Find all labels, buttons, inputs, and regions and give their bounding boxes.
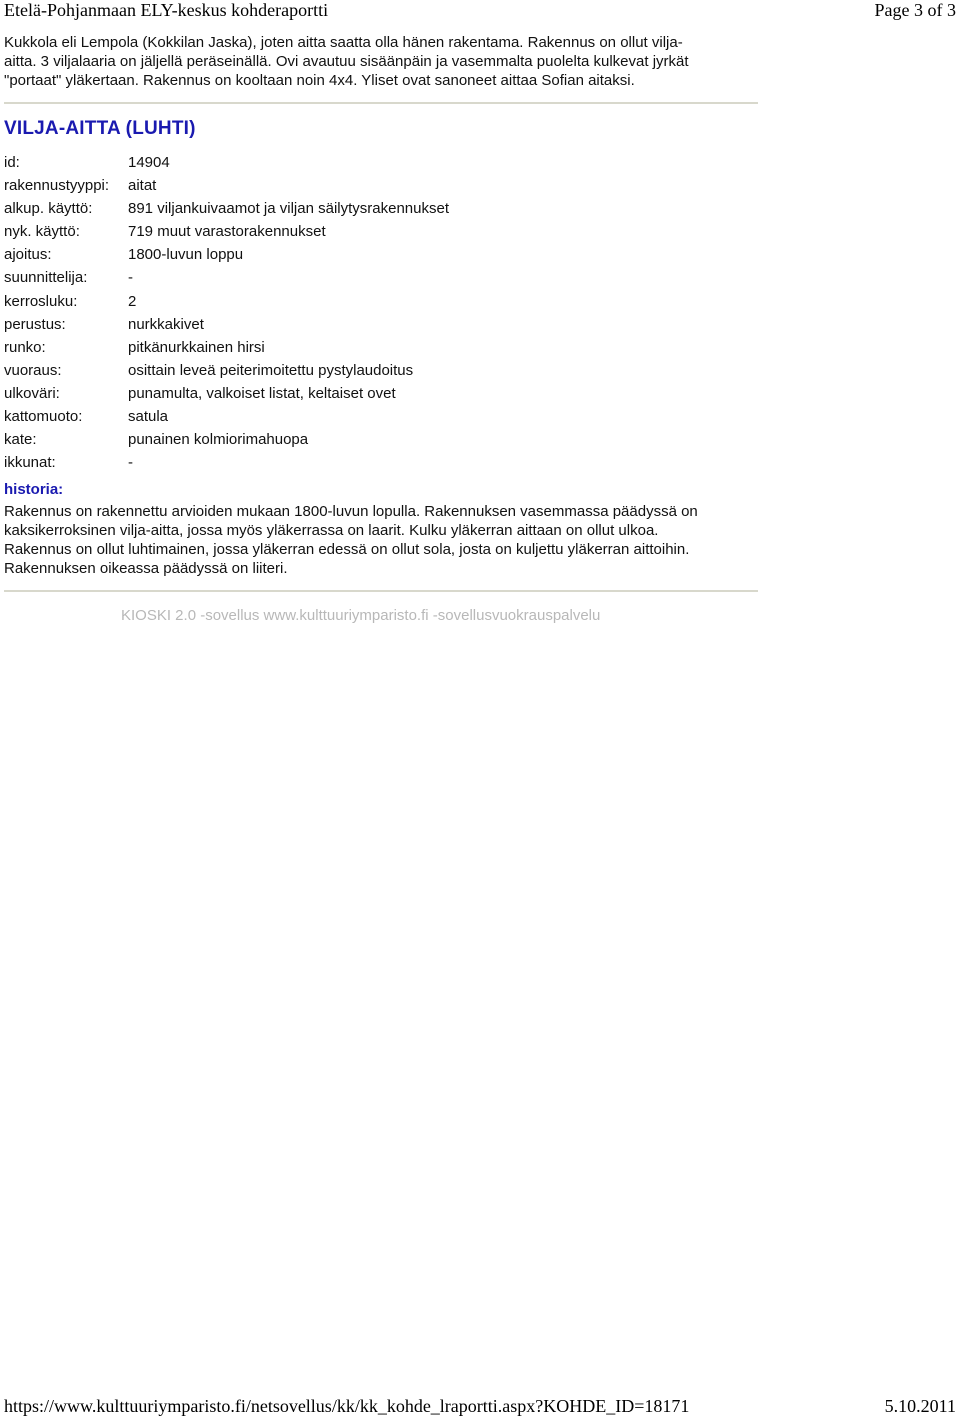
field-value: osittain leveä peiterimoitettu pystylaudoitus	[128, 361, 414, 379]
history-line: kaksikerroksinen vilja-aitta, jossa myös yläkerrassa on laarit. Kulku yläkerran aittaan on ollut ulkoa.	[4, 522, 659, 539]
field-value: pitkänurkkainen hirsi	[128, 338, 265, 356]
field-kate	[4, 428, 764, 451]
field-value: punainen kolmiorimahuopa	[128, 431, 309, 449]
footer-date: 5.10.2011	[884, 1396, 956, 1416]
field-vuoraus	[4, 359, 764, 382]
field-value: aitat	[128, 177, 157, 195]
history-text	[4, 502, 764, 578]
divider	[4, 102, 758, 104]
field-label: rakennustyyppi:	[4, 177, 110, 195]
field-label: kate:	[4, 431, 37, 449]
field-perustus	[4, 313, 764, 336]
field-id	[4, 151, 764, 174]
history-heading: historia:	[4, 481, 64, 498]
intro-line: aitta. 3 viljalaaria on jäljellä peräseinällä. Ovi avautuu sisäänpäin ja vasemmalta puolelta kulkevat jyrkät	[4, 53, 689, 70]
divider	[4, 590, 758, 592]
intro-line: Kukkola eli Lempola (Kokkilan Jaska), joten aitta saatta olla hänen rakentama. Rakennus on ollut vilja-	[4, 34, 683, 51]
footer-url: https://www.kulttuuriymparisto.fi/netsovellus/kk/kk_kohde_lraportti.aspx?KOHDE_ID=18171	[4, 1396, 690, 1416]
field-nyk-kaytto	[4, 220, 764, 243]
field-ikkunat	[4, 451, 764, 474]
field-label: alkup. käyttö:	[4, 200, 93, 218]
field-value: 891 viljankuivaamot ja viljan säilytysrakennukset	[128, 200, 449, 218]
field-runko	[4, 336, 764, 359]
field-label: id:	[4, 154, 20, 171]
field-value: -	[128, 269, 133, 287]
history-line: Rakennus on ollut luhtimainen, jossa yläkerran edessä on ollut sola, josta on kuljettu yläkerran aittoihin.	[4, 541, 690, 558]
history-line: Rakennus on rakennettu arvioiden mukaan 1800-luvun lopulla. Rakennuksen vasemmassa päädyssä on	[4, 503, 698, 520]
field-label: ikkunat:	[4, 454, 56, 472]
intro-text	[4, 33, 754, 90]
field-label: kerrosluku:	[4, 292, 78, 310]
field-kattomuoto	[4, 405, 764, 428]
field-value: 1800-luvun loppu	[128, 246, 244, 264]
field-label: kattomuoto:	[4, 408, 83, 426]
field-kerrosluku	[4, 290, 764, 313]
field-label: vuoraus:	[4, 361, 62, 379]
page-number: Page 3 of 3	[874, 0, 956, 20]
field-label: runko:	[4, 338, 46, 356]
field-value: 2	[128, 292, 137, 310]
field-ajoitus	[4, 243, 764, 266]
field-value: satula	[128, 408, 169, 426]
field-ulkovari	[4, 382, 764, 405]
field-label: perustus:	[4, 315, 66, 333]
field-label: suunnittelija:	[4, 269, 88, 287]
page-header	[4, 0, 956, 22]
field-value: -	[128, 454, 133, 472]
building-fields	[4, 151, 764, 474]
field-suunnittelija	[4, 266, 764, 289]
page-footer	[4, 1396, 956, 1418]
report-title: Etelä-Pohjanmaan ELY-keskus kohderaportti	[4, 0, 329, 20]
field-alkup-kaytto	[4, 197, 764, 220]
field-value: nurkkakivet	[128, 315, 204, 333]
building-title: VILJA-AITTA (LUHTI)	[4, 118, 196, 139]
field-value: 719 muut varastorakennukset	[128, 223, 326, 241]
history-line: Rakennuksen oikeassa päädyssä on liiteri.	[4, 560, 288, 577]
field-label: ulkoväri:	[4, 384, 60, 402]
field-rakennustyyppi	[4, 174, 764, 197]
field-value: punamulta, valkoiset listat, keltaiset ovet	[128, 384, 396, 402]
field-label: nyk. käyttö:	[4, 223, 80, 241]
field-value: 14904	[128, 154, 170, 171]
kioski-credit: KIOSKI 2.0 -sovellus www.kulttuuriymparisto.fi -sovellusvuokrauspalvelu	[121, 607, 601, 624]
intro-line: "portaat" yläkertaan. Rakennus on kooltaan noin 4x4. Yliset ovat sanoneet aittaa Sofian aitaksi.	[4, 72, 635, 89]
field-label: ajoitus:	[4, 246, 52, 264]
